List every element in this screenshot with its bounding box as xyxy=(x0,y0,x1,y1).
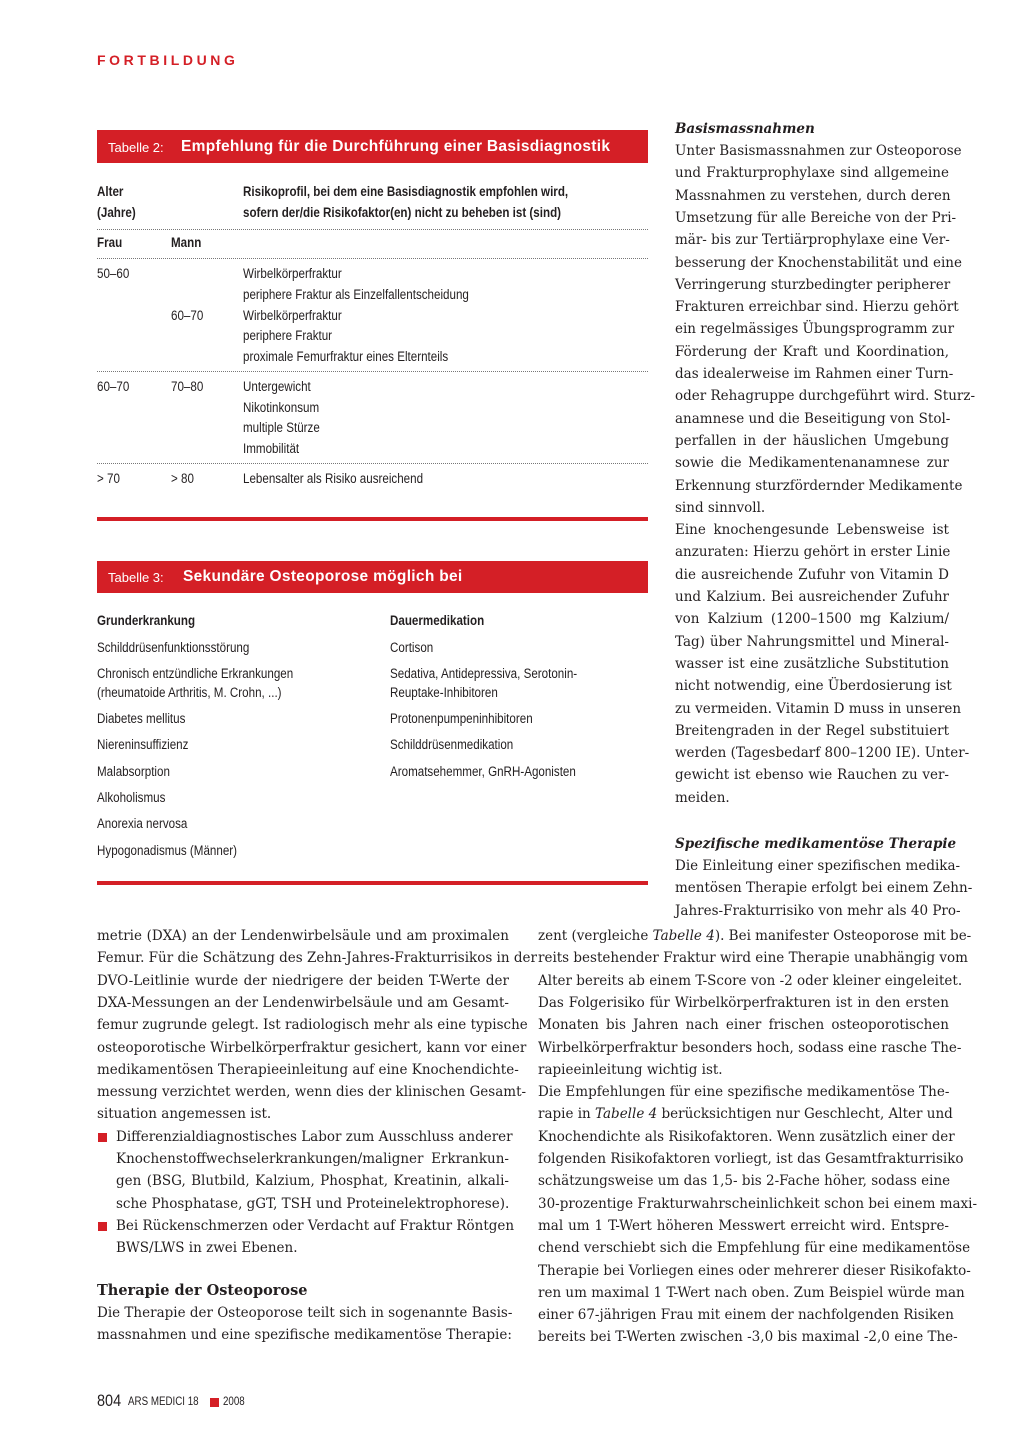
body-line: sowie die Medikamentenanamnese zur xyxy=(675,455,949,472)
table2-g1-r1: Wirbelkörperfraktur xyxy=(243,266,342,281)
table2-col-mann: Mann xyxy=(171,235,202,250)
table3-left-item: Chronisch entzündliche Erkrankungen xyxy=(97,666,294,681)
body-line: Die Empfehlungen für eine spezifische medikamentöse The- xyxy=(538,1084,950,1101)
body-line: Breitengraden in der Regel substituiert xyxy=(675,722,949,739)
table2-col-frau: Frau xyxy=(97,235,123,250)
body-line: Unter Basismassnahmen zur Osteoporose xyxy=(675,143,962,159)
table2-g1-mann: 60–70 xyxy=(171,308,204,323)
table-reference: Tabelle 4 xyxy=(595,1106,658,1123)
table3-left-item: Anorexia nervosa xyxy=(97,816,188,831)
journal-year: 2008 xyxy=(223,1396,245,1408)
body-line: Die Therapie der Osteoporose teilt sich in sogenannte Basis- xyxy=(97,1305,513,1321)
body-line: mentösen Therapie erfolgt bei einem Zehn- xyxy=(675,880,973,897)
footer-square-icon xyxy=(210,1398,219,1407)
body-line: Das Folgerisiko für Wirbelkörperfrakturen ist in den ersten xyxy=(538,994,949,1011)
table2-g2-frau: 60–70 xyxy=(97,379,130,394)
journal-name: ARS MEDICI 18 xyxy=(128,1396,199,1408)
divider xyxy=(97,229,648,230)
page-number: 804 xyxy=(97,1391,122,1410)
bullet-square-icon xyxy=(98,1222,107,1231)
table3-left-item: Alkoholismus xyxy=(97,790,166,805)
body-line: situation angemessen ist. xyxy=(97,1106,272,1123)
table2-g1-r4: periphere Fraktur xyxy=(243,328,333,343)
table3-right-item: Aromatsehemmer, GnRH-Agonisten xyxy=(390,764,576,779)
table3-title: Sekundäre Osteoporose möglich bei xyxy=(183,568,463,585)
body-line: Umsetzung für alle Bereiche von der Pri- xyxy=(675,209,957,226)
body-line: Frakturen erreichbar sind. Hierzu gehört xyxy=(675,299,959,316)
divider xyxy=(97,463,648,464)
body-line: mär- bis zur Tertiärprophylaxe eine Ver- xyxy=(675,232,950,249)
table3-left-item: Malabsorption xyxy=(97,764,170,779)
table3-col2: Dauermedikation xyxy=(390,613,485,628)
table3-right-item: Reuptake-Inhibitoren xyxy=(390,685,498,700)
table2-col-age2: (Jahre) xyxy=(97,205,136,220)
body-line: Die Einleitung einer spezifischen medika- xyxy=(675,858,961,874)
table3-left-item: Diabetes mellitus xyxy=(97,711,186,726)
body-line: die ausreichende Zufuhr von Vitamin D xyxy=(675,566,949,583)
table3-right-item: Schilddrüsenmedikation xyxy=(390,737,514,752)
table3-bottom-rule xyxy=(97,881,648,885)
body-line: DVO-Leitlinie wurde der niedrigere der beiden T-Werte der xyxy=(97,972,509,989)
table2-g3-frau: > 70 xyxy=(97,471,120,486)
section-heading-therapie: Therapie der Osteoporose xyxy=(97,1282,308,1299)
table3-col1: Grunderkrankung xyxy=(97,613,196,628)
body-line: messung verzichtet werden, wenn dies der klinischen Gesamt- xyxy=(97,1084,527,1101)
table2-g2-mann: 70–80 xyxy=(171,379,204,394)
body-line: ren um maximal 1 T-Wert nach oben. Zum Beispiel würde man xyxy=(538,1284,965,1301)
body-line: besserung der Knochenstabilität und eine xyxy=(675,254,962,271)
body-line: zu vermeiden. Vitamin D muss in unseren xyxy=(675,700,962,717)
section-header: FORTBILDUNG xyxy=(97,52,239,68)
subheading-basismassnahmen: Basismassnahmen xyxy=(675,121,815,137)
body-line: Verringerung sturzbedingter peripherer xyxy=(675,276,951,293)
table2-g2-r2: Nikotinkonsum xyxy=(243,400,320,415)
table-reference: Tabelle 4 xyxy=(652,928,715,944)
body-line: 30-prozentige Frakturwahrscheinlichkeit schon bei einem maxi- xyxy=(538,1195,978,1212)
text-run: ). Bei manifester Osteoporose mit be- xyxy=(714,928,972,944)
table3-right-item: Cortison xyxy=(390,640,434,655)
table2-col-age: Alter xyxy=(97,184,124,199)
body-line: Massnahmen zu verstehen, durch deren xyxy=(675,187,951,204)
table3-left-item: Schilddrüsenfunktionsstörung xyxy=(97,640,250,655)
divider xyxy=(97,371,648,372)
body-line: meiden. xyxy=(675,789,730,806)
body-line: sind sinnvoll. xyxy=(675,499,766,516)
body-line: reits bestehender Fraktur wird eine Therapie unabhängig vom xyxy=(538,950,968,967)
table3-right-item: Protonenpumpeninhibitoren xyxy=(390,711,533,726)
body-line: chend verschiebt sich die Empfehlung für eine medikamentöse xyxy=(538,1240,971,1257)
table2-label: Tabelle 2: xyxy=(108,140,164,155)
table2-g1-r2: periphere Fraktur als Einzelfallentscheidung xyxy=(243,287,469,302)
body-line: Alter bereits ab einem T-Score von -2 oder kleiner eingeleitet. xyxy=(538,972,963,989)
body-line: Therapie bei Vorliegen eines oder mehrerer dieser Risikofakto- xyxy=(538,1262,971,1279)
body-line: oder Rehagruppe durchgeführt wird. Sturz- xyxy=(675,388,976,405)
body-line: und Frakturprophylaxe sind allgemeine xyxy=(675,165,949,182)
body-line: anzuraten: Hierzu gehört in erster Linie xyxy=(675,544,951,561)
text-run: berücksichtigen nur Geschlecht, Alter und xyxy=(657,1106,953,1123)
body-line: metrie (DXA) an der Lendenwirbelsäule und am proximalen xyxy=(97,928,509,944)
body-line: Monaten bis Jahren nach einer frischen osteoporotischen xyxy=(538,1017,949,1034)
body-line: von Kalzium (1200–1500 mg Kalzium/ xyxy=(675,611,949,628)
body-line: nicht notwendig, eine Überdosierung ist xyxy=(675,678,952,695)
table2-col-risk: Risikoprofil, bei dem eine Basisdiagnostik empfohlen wird, xyxy=(243,184,569,199)
body-line: Wirbelkörperfraktur besonders hoch, sodass eine rasche The- xyxy=(538,1039,962,1056)
bullet-line: sche Phosphatase, gGT, TSH und Proteinelektrophorese). xyxy=(116,1195,510,1212)
table3-left-item: (rheumatoide Arthritis, M. Crohn, ...) xyxy=(97,685,282,700)
body-line: und Kalzium. Bei ausreichender Zufuhr xyxy=(675,589,949,605)
table2-g2-r1: Untergewicht xyxy=(243,379,311,394)
body-line xyxy=(538,925,972,947)
table3-label: Tabelle 3: xyxy=(108,570,164,585)
body-line: mal um 1 T-Wert höheren Messwert erreicht wird. Entspre- xyxy=(538,1217,949,1234)
body-line: bereits bei T-Werten zwischen -3,0 bis maximal -2,0 eine The- xyxy=(538,1329,958,1346)
body-line: DXA-Messungen an der Lendenwirbelsäule und am Gesamt- xyxy=(97,994,509,1011)
body-line: gewicht ist ebenso wie Rauchen zu ver- xyxy=(675,767,949,784)
table2-g2-r4: Immobilität xyxy=(243,441,300,456)
body-line: Förderung der Kraft und Koordination, xyxy=(675,343,949,360)
body-line: massnahmen und eine spezifische medikamentöse Therapie: xyxy=(97,1327,512,1344)
body-line: Femur. Für die Schätzung des Zehn-Jahres-Frakturrisikos in der xyxy=(97,950,537,967)
body-line: medikamentösen Therapieeinleitung auf eine Knochendichte- xyxy=(97,1061,519,1078)
table3-header-bar xyxy=(97,561,648,593)
body-line: anamnese und die Beseitigung von Stol- xyxy=(675,410,951,427)
table2-g3-r1: Lebensalter als Risiko ausreichend xyxy=(243,471,424,486)
text-run: rapie in xyxy=(538,1106,596,1123)
body-line: das idealerweise im Rahmen einer Turn- xyxy=(675,366,954,382)
bullet-line: Differenzialdiagnostisches Labor zum Ausschluss anderer xyxy=(116,1128,513,1145)
body-line: folgenden Risikofaktoren vorliegt, ist das Gesamtfrakturrisiko xyxy=(538,1151,964,1167)
bullet-line: gen (BSG, Blutbild, Kalzium, Phosphat, Kreatinin, alkali- xyxy=(116,1173,509,1190)
body-line: ein regelmässiges Übungsprogramm zur xyxy=(675,321,955,338)
body-line: Eine knochengesunde Lebensweise ist xyxy=(675,522,949,539)
body-line: wasser ist eine zusätzliche Substitution xyxy=(675,655,949,672)
body-line: schätzungsweise um das 1,5- bis 2-Fache höher, sodass eine xyxy=(538,1173,951,1190)
divider xyxy=(97,258,648,259)
table2-header-bar xyxy=(97,130,648,163)
table2-g1-r3: Wirbelkörperfraktur xyxy=(243,308,342,323)
table3-left-item: Hypogonadismus (Männer) xyxy=(97,843,238,858)
body-line: Knochendichte als Risikofaktoren. Wenn zusätzlich einer der xyxy=(538,1128,955,1145)
body-line: Erkennung sturzfördernder Medikamente xyxy=(675,477,963,494)
body-line: femur zugrunde gelegt. Ist radiologisch mehr als eine typische xyxy=(97,1017,528,1034)
body-line xyxy=(538,1103,953,1125)
bullet-square-icon xyxy=(98,1133,107,1142)
subheading-spezifische-therapie: Spezifische medikamentöse Therapie xyxy=(675,836,957,852)
body-line: werden (Tagesbedarf 800–1200 IE). Unter- xyxy=(675,745,970,762)
table2-bottom-rule xyxy=(97,517,648,521)
bullet-line: Bei Rückenschmerzen oder Verdacht auf Fraktur Röntgen xyxy=(116,1217,515,1234)
table2-g3-mann: > 80 xyxy=(171,471,194,486)
bullet-line: Knochenstoffwechselerkrankungen/maligner Erkrankun- xyxy=(116,1151,509,1167)
table3-left-item: Niereninsuffizienz xyxy=(97,737,189,752)
table2-g1-frau: 50–60 xyxy=(97,266,130,281)
body-line: osteoporotische Wirbelkörperfraktur gesichert, kann vor einer xyxy=(97,1039,527,1056)
table3-right-item: Sedativa, Antidepressiva, Serotonin- xyxy=(390,666,578,681)
body-line: perfallen in der häuslichen Umgebung xyxy=(675,432,949,449)
body-line: Jahres-Frakturrisiko von mehr als 40 Pro- xyxy=(675,902,961,919)
body-line: einer 67-jährigen Frau mit einem der nachfolgenden Risiken xyxy=(538,1307,954,1324)
text-run: zent (vergleiche xyxy=(538,928,653,944)
body-line: Tag) über Nahrungsmittel und Mineral- xyxy=(675,633,949,650)
table2-g1-r5: proximale Femurfraktur eines Elternteils xyxy=(243,349,449,364)
table2-title: Empfehlung für die Durchführung einer Basisdiagnostik xyxy=(181,138,611,155)
body-line: rapieeinleitung wichtig ist. xyxy=(538,1061,723,1078)
bullet-line: BWS/LWS in zwei Ebenen. xyxy=(116,1240,298,1257)
table2-col-risk2: sofern der/die Risikofaktor(en) nicht zu beheben ist (sind) xyxy=(243,205,562,220)
table2-g2-r3: multiple Stürze xyxy=(243,420,320,435)
